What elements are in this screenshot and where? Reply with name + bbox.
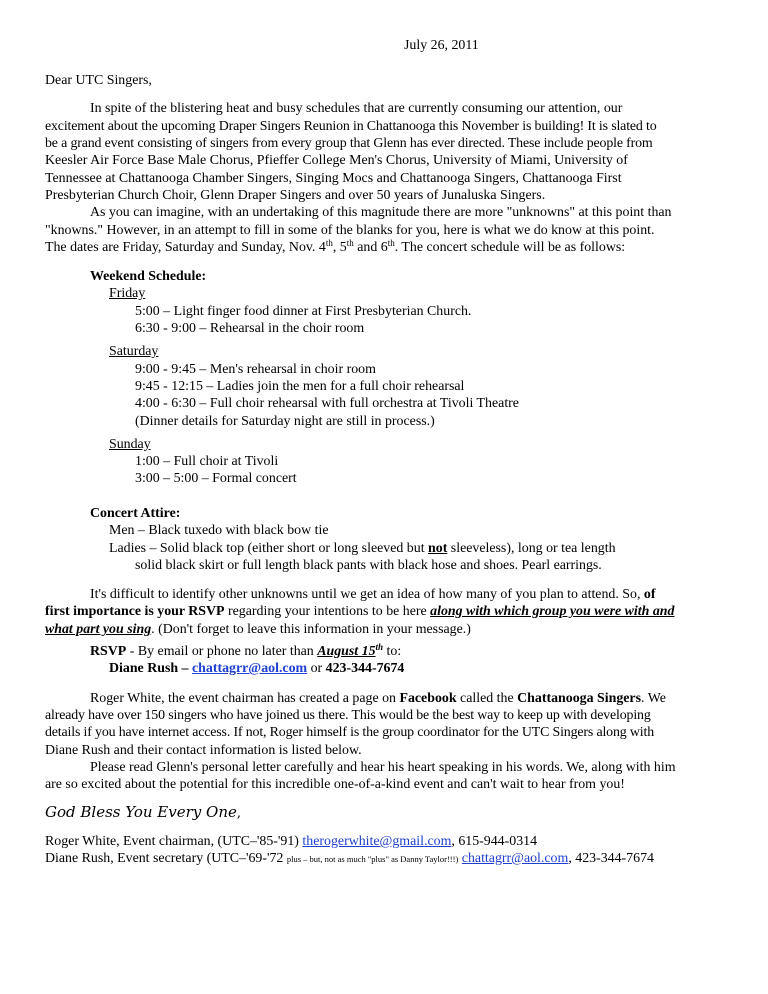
attire-heading: Concert Attire: (90, 506, 181, 521)
rsvp-contact: Diane Rush – chattagrr@aol.com or 423-344-7674 (109, 661, 405, 676)
day-sunday: Sunday (109, 437, 151, 452)
text-line: already have over 150 singers who have joined us there. This would be the best way to keep up with developing (45, 708, 651, 723)
text-line: Please read Glenn's personal letter carefully and hear his heart speaking in his words. We, along with him (90, 760, 676, 775)
text-line: Tennessee at Chattanooga Chamber Singers, Singing Mocs and Chattanooga Singers, Chattanooga First (45, 171, 622, 186)
text-line: "knowns." However, in an attempt to fill in some of the blanks for you, here is what we do know at this point. (45, 223, 655, 238)
day-friday: Friday (109, 286, 146, 301)
text-line: Diane Rush and their contact information is listed below. (45, 743, 362, 758)
schedule-item: 1:00 – Full choir at Tivoli (135, 454, 279, 469)
schedule-item: 9:00 - 9:45 – Men's rehearsal in choir room (135, 362, 376, 377)
schedule-item: 5:00 – Light finger food dinner at First Presbyterian Church. (135, 304, 472, 319)
contact-diane: Diane Rush, Event secretary (UTC–'69-'72 plus – but, not as much "plus" as Danny Taylor!!!) chattagrr@aol.com, 423-344-7674 (45, 851, 654, 866)
roger-email-link[interactable]: therogerwhite@gmail.com (302, 834, 452, 849)
attire-men: Men – Black tuxedo with black bow tie (109, 523, 329, 538)
text-line: In spite of the blistering heat and busy schedules that are currently consuming our attention, our (90, 101, 623, 116)
text-line: be a grand event consisting of singers from every group that Glenn has ever directed. These include people from (45, 136, 653, 151)
schedule-item: 9:45 - 12:15 – Ladies join the men for a full choir rehearsal (135, 379, 465, 394)
schedule-item: 6:30 - 9:00 – Rehearsal in the choir room (135, 321, 365, 336)
attire-ladies: Ladies – Solid black top (either short or long sleeved but not sleeveless), long or tea length (109, 541, 616, 556)
rsvp-line: RSVP - By email or phone no later than August 15th to: (90, 642, 402, 659)
day-saturday: Saturday (109, 344, 159, 359)
text-line: are so excited about the potential for this incredible one-of-a-kind event and can't wait to hear from you! (45, 777, 625, 792)
text-line: what part you sing. (Don't forget to leave this information in your message.) (45, 622, 471, 637)
text-line: It's difficult to identify other unknowns until we get an idea of how many of you plan to attend. So, of (90, 587, 656, 602)
letter-date: July 26, 2011 (404, 38, 479, 53)
text-line: Keesler Air Force Base Male Chorus, Pfieffer College Men's Chorus, University of Miami, University of (45, 153, 628, 168)
schedule-item: 3:00 – 5:00 – Formal concert (135, 471, 297, 486)
text-line-dates: The dates are Friday, Saturday and Sunday, Nov. 4th, 5th and 6th. The concert schedule will be as follows: (45, 238, 626, 255)
diane-email-link[interactable]: chattagrr@aol.com (461, 851, 569, 866)
text-line: Roger White, the event chairman has created a page on Facebook called the Chattanooga Singers. We (90, 691, 666, 706)
text-line: excitement about the upcoming Draper Singers Reunion in Chattanooga this November is building! It is slated to (45, 119, 657, 134)
contact-roger: Roger White, Event chairman, (UTC–'85-'91) therogerwhite@gmail.com, 615-944-0314 (45, 834, 538, 849)
text-line: details if you have internet access. If not, Roger himself is the group coordinator for the UTC Singers along with (45, 725, 654, 740)
schedule-item: 4:00 - 6:30 – Full choir rehearsal with full orchestra at Tivoli Theatre (135, 396, 519, 411)
schedule-heading: Weekend Schedule: (90, 269, 207, 284)
salutation: Dear UTC Singers, (45, 73, 152, 88)
closing-blessing: God Bless You Every One, (45, 803, 241, 821)
text-line: As you can imagine, with an undertaking of this magnitude there are more "unknowns" at this point than (90, 205, 672, 220)
text-line: first importance is your RSVP regarding your intentions to be here along with which group you were with and (45, 604, 675, 619)
schedule-item: (Dinner details for Saturday night are still in process.) (135, 414, 435, 429)
attire-ladies-cont: solid black skirt or full length black pants with black hose and shoes. Pearl earrings. (135, 558, 602, 573)
text-line: Presbyterian Church Choir, Glenn Draper Singers and over 50 years of Junaluska Singers. (45, 188, 546, 203)
rsvp-email-link[interactable]: chattagrr@aol.com (191, 661, 308, 676)
